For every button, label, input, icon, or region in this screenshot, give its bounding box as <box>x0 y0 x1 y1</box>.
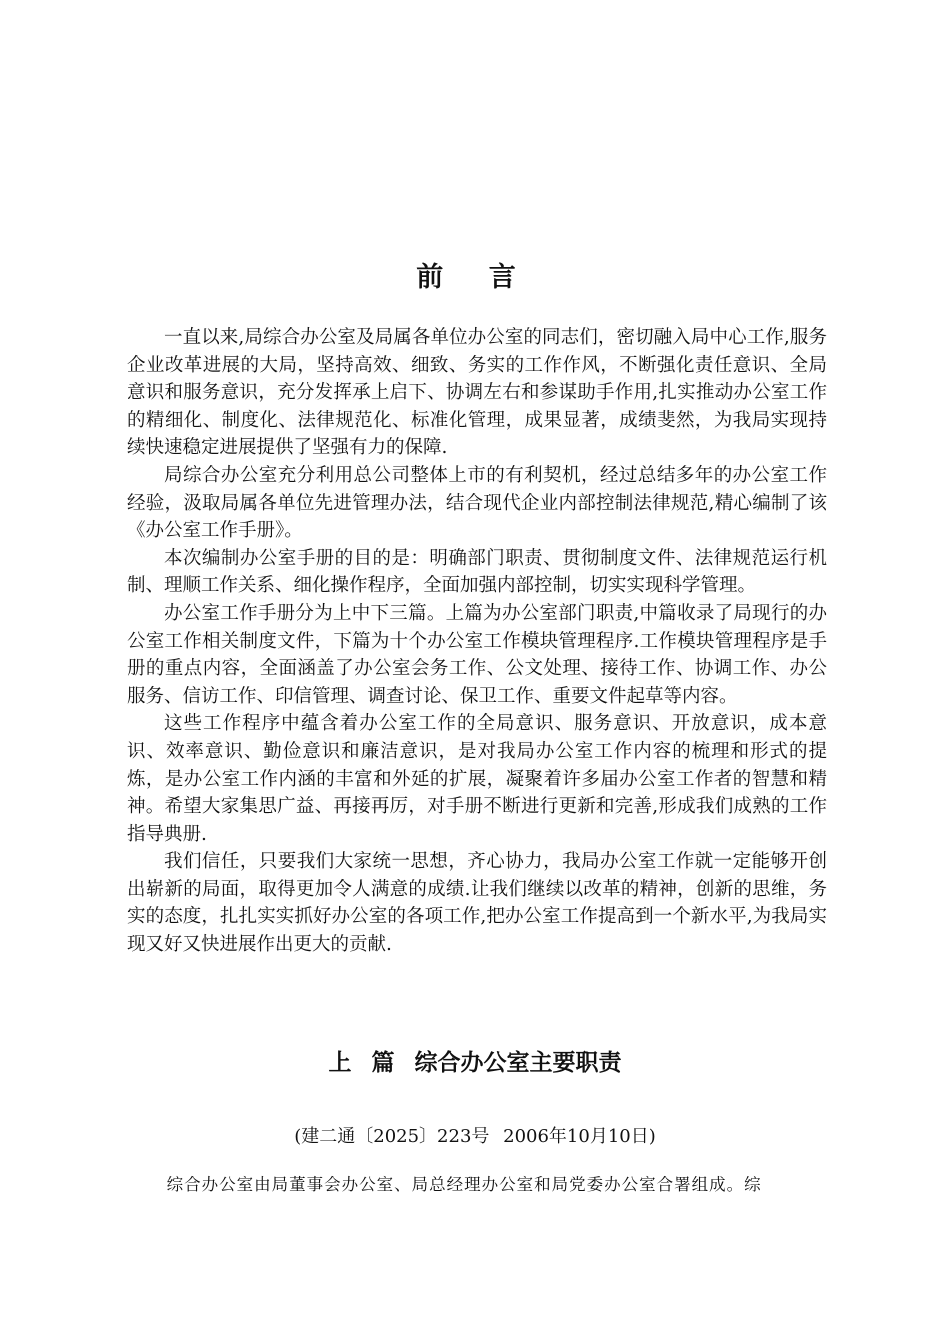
preface-paragraph-5: 这些工作程序中蕴含着办公室工作的全局意识、服务意识、开放意识，成本意识、效率意识、勤俭意识和廉洁意识，是对我局办公室工作内容的梳理和形式的提炼，是办公室工作内涵的丰富和外延的扩展，凝聚着许多届办公室工作者的智慧和精神。希望大家集思广益、再接再厉，对手册不断进行更新和完善,形成我们成熟的工作指导典册. <box>127 713 827 845</box>
preface-paragraph-1: 一直以来,局综合办公室及局属各单位办公室的同志们，密切融入局中心工作,服务企业改革进展的大局，坚持高效、细致、务实的工作作风，不断强化责任意识、全局意识和服务意识，充分发挥承上启下、协调左右和参谋助手作用,扎实推动办公室工作的精细化、制度化、法律规范化、标准化管理，成果显著，成绩斐然，为我局实现持续快速稳定进展提供了坚强有力的保障. <box>127 327 827 459</box>
preface-paragraph-4: 办公室工作手册分为上中下三篇。上篇为办公室部门职责,中篇收录了局现行的办公室工作相关制度文件，下篇为十个办公室工作模块管理程序.工作模块管理程序是手册的重点内容，全面涵盖了办公室会务工作、公文处理、接待工作、协调工作、办公服务、信访工作、印信管理、调查讨论、保卫工作、重要文件起草等内容。 <box>127 602 827 707</box>
preface-paragraph-3: 本次编制办公室手册的目的是：明确部门职责、贯彻制度文件、法律规范运行机制、理顺工作关系、细化操作程序，全面加强内部控制，切实实现科学管理。 <box>127 547 827 597</box>
document-reference: (建二通〔2025〕223号 2006年10月10日) <box>294 1126 656 1147</box>
preface-body <box>127 324 827 959</box>
section-first-line: 综合办公室由局董事会办公室、局总经理办公室和局党委办公室合署组成。综 <box>166 1175 762 1194</box>
preface-paragraph-6: 我们信任，只要我们大家统一思想，齐心协力，我局办公室工作就一定能够开创出崭新的局面，取得更加令人满意的成绩.让我们继续以改革的精神，创新的思维，务实的态度，扎扎实实抓好办公室的各项工作,把办公室工作提高到一个新水平,为我局实现又好又快进展作出更大的贡献. <box>127 851 827 956</box>
preface-title: 前 言 <box>416 262 534 293</box>
section-title: 上 篇 综合办公室主要职责 <box>328 1050 622 1076</box>
preface-paragraph-2: 局综合办公室充分利用总公司整体上市的有利契机，经过总结多年的办公室工作经验，汲取局属各单位先进管理办法，结合现代企业内部控制法律规范,精心编制了该《办公室工作手册》。 <box>127 464 827 542</box>
